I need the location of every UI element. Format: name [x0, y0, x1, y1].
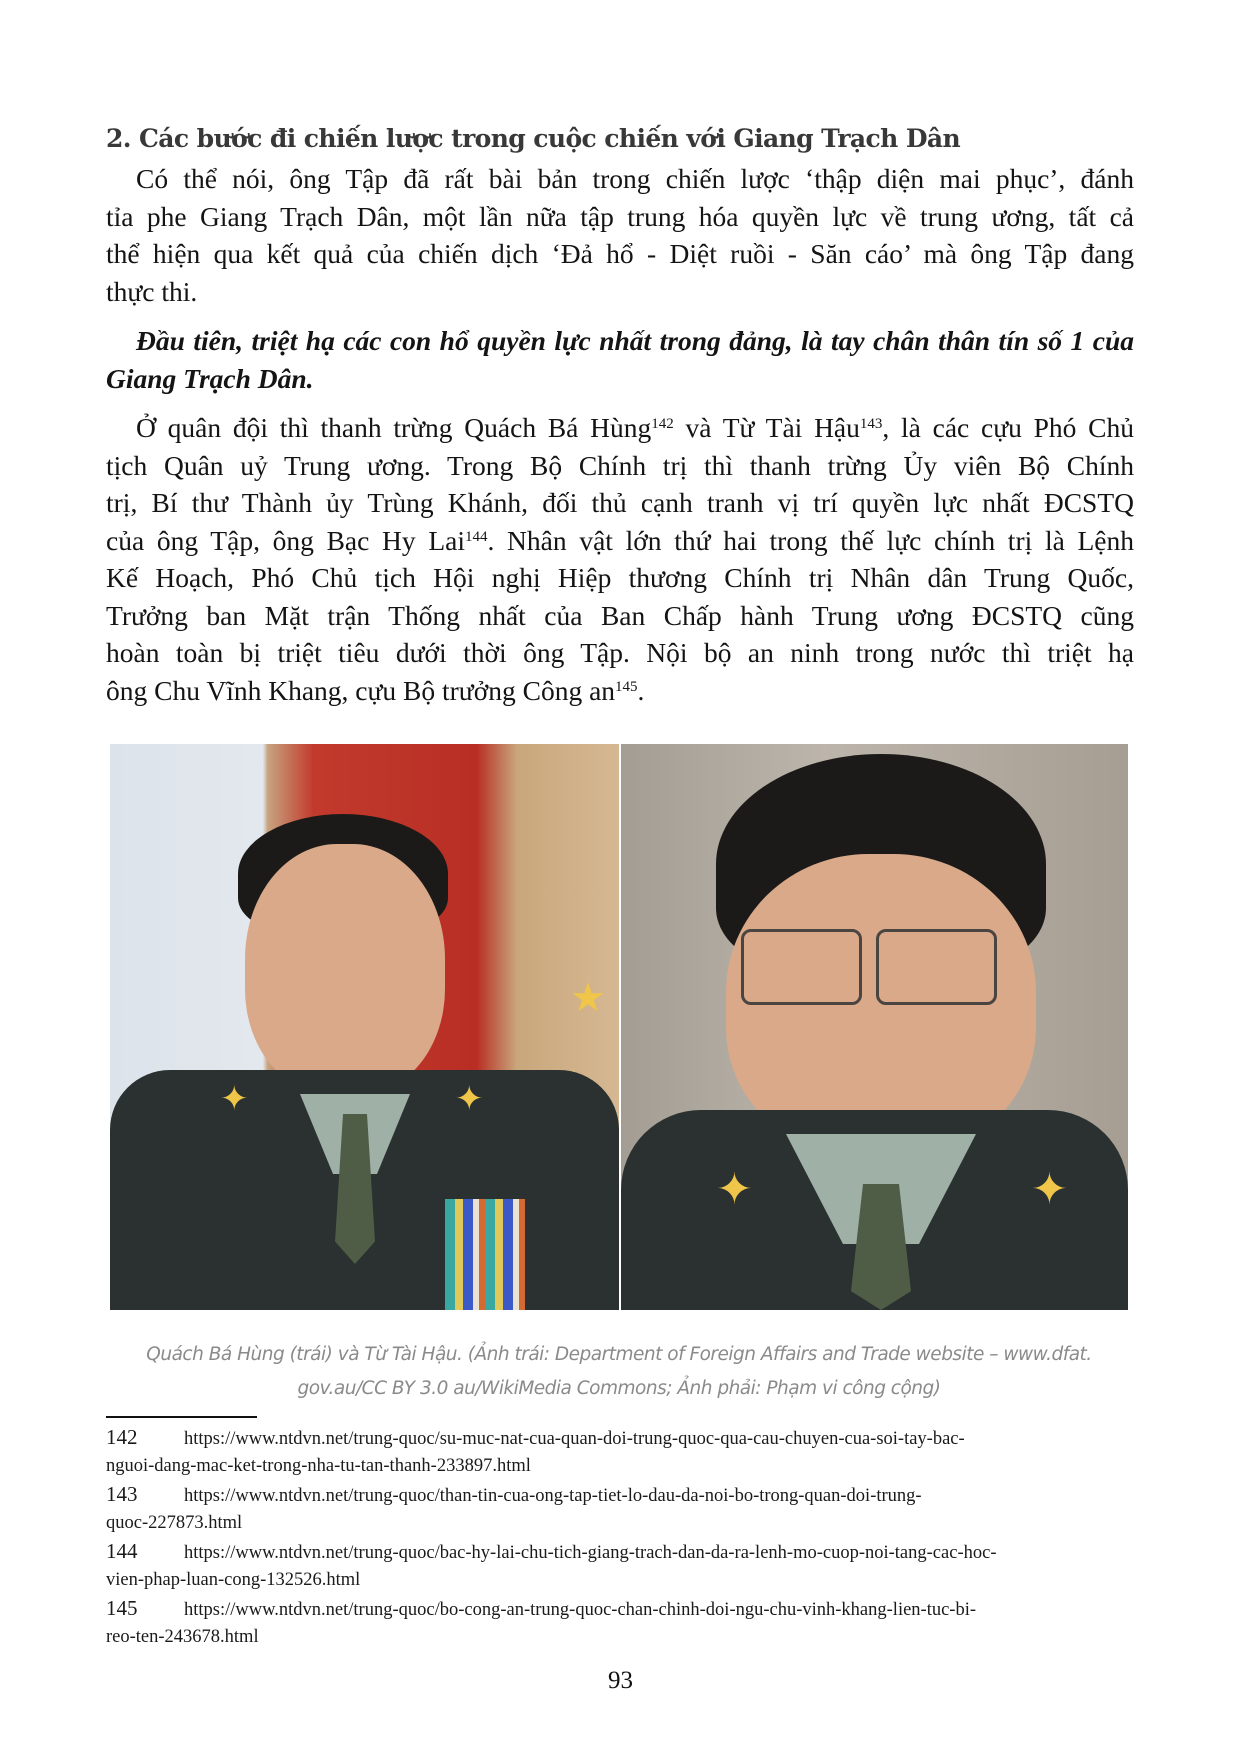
text-line: Đầu tiên, triệt hạ các con hổ quyền lực nhất trong đảng, là tay chân thân tín số 1 của	[136, 325, 1134, 356]
footnote-145	[106, 1595, 1136, 1651]
footnote-link-continued[interactable]: quoc-227873.html	[106, 1513, 243, 1533]
paragraph-3	[106, 409, 1134, 709]
medal-ribbons	[445, 1199, 525, 1310]
text-line: Có thể nói, ông Tập đã rất bài bản trong chiến lược ‘thập diện mai phục’, đánh	[136, 163, 1134, 194]
footnote-link[interactable]: https://www.ntdvn.net/trung-quoc/su-muc-nat-cua-quan-doi-trung-quoc-qua-cau-chuyen-cua-soi-tay-bac-	[184, 1429, 965, 1449]
footnote-separator	[106, 1416, 257, 1418]
text-run: của ông Tập, ông Bạc Hy Lai	[106, 524, 465, 556]
text-line	[106, 522, 1134, 560]
text-line: tỉa phe Giang Trạch Dân, một lần nữa tập trung hóa quyền lực về trung ương, tất cả	[106, 200, 1134, 232]
rank-insignia-icon: ✦	[455, 1081, 484, 1118]
rank-insignia-icon: ✦	[220, 1081, 249, 1118]
footnote-number: 142	[106, 1425, 138, 1449]
text-run: ông Chu Vĩnh Khang, cựu Bộ trưởng Công an	[106, 674, 616, 706]
section-heading: 2. Các bước đi chiến lược trong cuộc chiến với Giang Trạch Dân	[106, 123, 961, 153]
footnote-number: 144	[106, 1539, 138, 1563]
text-line	[106, 672, 1134, 710]
face-shape	[245, 844, 445, 1094]
paragraph-1	[106, 160, 1134, 310]
footnote-link[interactable]: https://www.ntdvn.net/trung-quoc/than-tin-cua-ong-tap-tiet-lo-dau-da-noi-bo-trong-quan-doi-trung-	[184, 1486, 922, 1506]
footnote-ref-143[interactable]: 143	[859, 416, 883, 432]
photo-tu-tai-hau	[621, 744, 1128, 1310]
text-line: Giang Trạch Dân.	[106, 362, 314, 394]
footnote-link-continued[interactable]: nguoi-dang-mac-ket-trong-nha-tu-tan-thanh-233897.html	[106, 1456, 531, 1476]
photo-figure	[110, 744, 1128, 1310]
footnote-number: 145	[106, 1596, 138, 1620]
footnote-142	[106, 1424, 1136, 1480]
footnote-144	[106, 1538, 1136, 1594]
text-line: thể hiện qua kết quả của chiến dịch ‘Đả hổ - Diệt ruồi - Săn cáo’ mà ông Tập đang	[106, 238, 1134, 269]
glasses-left-lens	[741, 929, 862, 1005]
footnotes	[106, 1424, 1136, 1652]
rank-insignia-icon: ✦	[716, 1165, 753, 1214]
text-line: Kế Hoạch, Phó Chủ tịch Hội nghị Hiệp thương Chính trị Nhân dân Trung Quốc,	[106, 562, 1134, 593]
text-run: .	[637, 674, 645, 706]
caption-line: Quách Bá Hùng (trái) và Từ Tài Hậu. (Ảnh trái: Department of Foreign Affairs and Trade website – www.dfat.	[146, 1344, 1092, 1365]
footnote-ref-142[interactable]: 142	[651, 416, 674, 432]
photo-quach-ba-hung	[110, 744, 619, 1310]
page-number: 93	[608, 1667, 633, 1694]
text-line: Trưởng ban Mặt trận Thống nhất của Ban Chấp hành Trung ương ĐCSTQ cũng	[106, 599, 1134, 631]
footnote-ref-145[interactable]: 145	[615, 678, 638, 695]
text-run: Ở quân đội thì thanh trừng Quách Bá Hùng	[136, 412, 652, 443]
text-line	[106, 409, 1134, 447]
footnote-link[interactable]: https://www.ntdvn.net/trung-quoc/bo-cong-an-trung-quoc-chan-chinh-doi-ngu-chu-vinh-khang-lien-tuc-bi-	[184, 1600, 977, 1620]
caption-line: gov.au/CC BY 3.0 au/WikiMedia Commons; Ảnh phải: Phạm vi công cộng)	[297, 1378, 941, 1399]
flag-star-icon: ★	[570, 975, 606, 1020]
text-line: trị, Bí thư Thành ủy Trùng Khánh, đối thủ cạnh tranh vị trí quyền lực nhất ĐCSTQ	[106, 487, 1134, 518]
footnote-link-continued[interactable]: vien-phap-luan-cong-132526.html	[106, 1570, 361, 1590]
text-line: hoàn toàn bị triệt tiêu dưới thời ông Tập. Nội bộ an ninh trong nước thì triệt hạ	[106, 637, 1134, 668]
footnote-number: 143	[106, 1482, 138, 1506]
text-line: tịch Quân uỷ Trung ương. Trong Bộ Chính trị thì thanh trừng Ủy viên Bộ Chính	[106, 449, 1134, 481]
figure-caption	[110, 1338, 1128, 1406]
footnote-ref-144[interactable]: 144	[464, 528, 488, 545]
footnote-link[interactable]: https://www.ntdvn.net/trung-quoc/bac-hy-lai-chu-tich-giang-trach-dan-da-ra-lenh-mo-cuop-noi-tang-cac-hoc-	[184, 1543, 997, 1563]
footnote-link-continued[interactable]: reo-ten-243678.html	[106, 1627, 259, 1647]
text-run: . Nhân vật lớn thứ hai trong thế lực chính trị là Lệnh	[487, 524, 1134, 556]
glasses-right-lens	[876, 929, 997, 1005]
rank-insignia-icon: ✦	[1031, 1165, 1068, 1214]
paragraph-2-emphasis	[106, 322, 1134, 397]
text-run: và Từ Tài Hậu	[673, 412, 860, 443]
footnote-143	[106, 1481, 1136, 1537]
text-run: , là các cựu Phó Chủ	[882, 412, 1134, 443]
text-line: thực thi.	[106, 275, 198, 307]
